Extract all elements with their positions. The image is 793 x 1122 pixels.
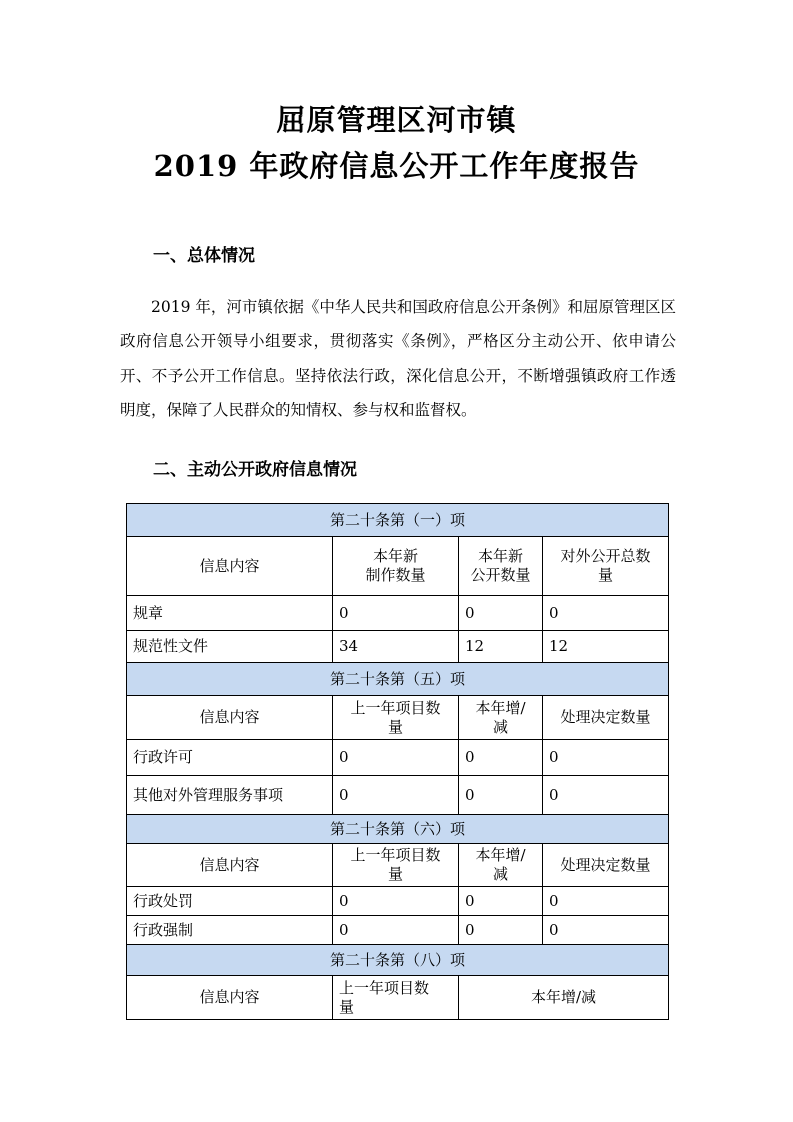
column-header: 本年新 制作数量: [333, 537, 459, 596]
column-header: 上一年项目数 量: [333, 696, 459, 740]
table-row: [127, 596, 669, 631]
cell-value: 34: [333, 631, 459, 663]
row-label: 行政强制: [127, 916, 333, 945]
table-section-header: [127, 663, 669, 696]
row-label: 行政许可: [127, 740, 333, 776]
row-label: 行政处罚: [127, 887, 333, 916]
cell-value: 0: [333, 887, 459, 916]
table-row: [127, 740, 669, 776]
row-label: 规章: [127, 596, 333, 631]
cell-value: 12: [543, 631, 669, 663]
row-label: 规范性文件: [127, 631, 333, 663]
report-title-line2: 2019 年政府信息公开工作年度报告: [153, 149, 640, 183]
table-row: [127, 631, 669, 663]
cell-value: 0: [543, 916, 669, 945]
column-header: 本年增/减: [459, 976, 669, 1020]
cell-value: 0: [459, 596, 543, 631]
cell-value: 0: [333, 596, 459, 631]
table-header-row: [127, 844, 669, 887]
table-section-header: [127, 815, 669, 844]
column-header: 本年新 公开数量: [459, 537, 543, 596]
table-header-row: [127, 976, 669, 1020]
column-header: 信息内容: [127, 844, 333, 887]
section2-heading: 二、主动公开政府信息情况: [153, 460, 357, 480]
table-row: [127, 776, 669, 815]
column-header: 上一年项目数 量: [333, 844, 459, 887]
section-title: 第二十条第（六）项: [127, 815, 669, 844]
cell-value: 0: [459, 887, 543, 916]
column-header: 本年增/ 减: [459, 844, 543, 887]
cell-value: 0: [459, 740, 543, 776]
cell-value: 0: [333, 740, 459, 776]
column-header: 上一年项目数 量: [333, 976, 459, 1020]
column-header: 处理决定数量: [543, 696, 669, 740]
cell-value: 0: [543, 887, 669, 916]
cell-value: 0: [459, 916, 543, 945]
table-section-header: [127, 504, 669, 537]
section-title: 第二十条第（八）项: [127, 945, 669, 976]
column-header: 对外公开总数 量: [543, 537, 669, 596]
row-label: 其他对外管理服务事项: [127, 776, 333, 815]
table-header-row: [127, 537, 669, 596]
cell-value: 0: [459, 776, 543, 815]
cell-value: 0: [543, 776, 669, 815]
cell-value: 0: [333, 776, 459, 815]
column-header: 信息内容: [127, 537, 333, 596]
table-section-header: [127, 945, 669, 976]
section-title: 第二十条第（一）项: [127, 504, 669, 537]
table-header-row: [127, 696, 669, 740]
column-header: 信息内容: [127, 976, 333, 1020]
disclosure-table: [126, 503, 669, 1020]
column-header: 信息内容: [127, 696, 333, 740]
column-header: 本年增/ 减: [459, 696, 543, 740]
cell-value: 0: [333, 916, 459, 945]
cell-value: 12: [459, 631, 543, 663]
report-title-line1: 屈原管理区河市镇: [276, 103, 517, 137]
section1-heading: 一、总体情况: [153, 246, 255, 266]
cell-value: 0: [543, 596, 669, 631]
column-header: 处理决定数量: [543, 844, 669, 887]
section1-paragraph: 2019 年，河市镇依据《中华人民共和国政府信息公开条例》和屈原管理区区政府信息公开领导小组要求，贯彻落实《条例》，严格区分主动公开、依申请公开、不予公开工作信息。坚持依法行政，深化信息公开，不断增强镇政府工作透明度，保障了人民群众的知情权、参与权和监督权。: [120, 298, 676, 419]
table-row: [127, 916, 669, 945]
section-title: 第二十条第（五）项: [127, 663, 669, 696]
cell-value: 0: [543, 740, 669, 776]
table-row: [127, 887, 669, 916]
